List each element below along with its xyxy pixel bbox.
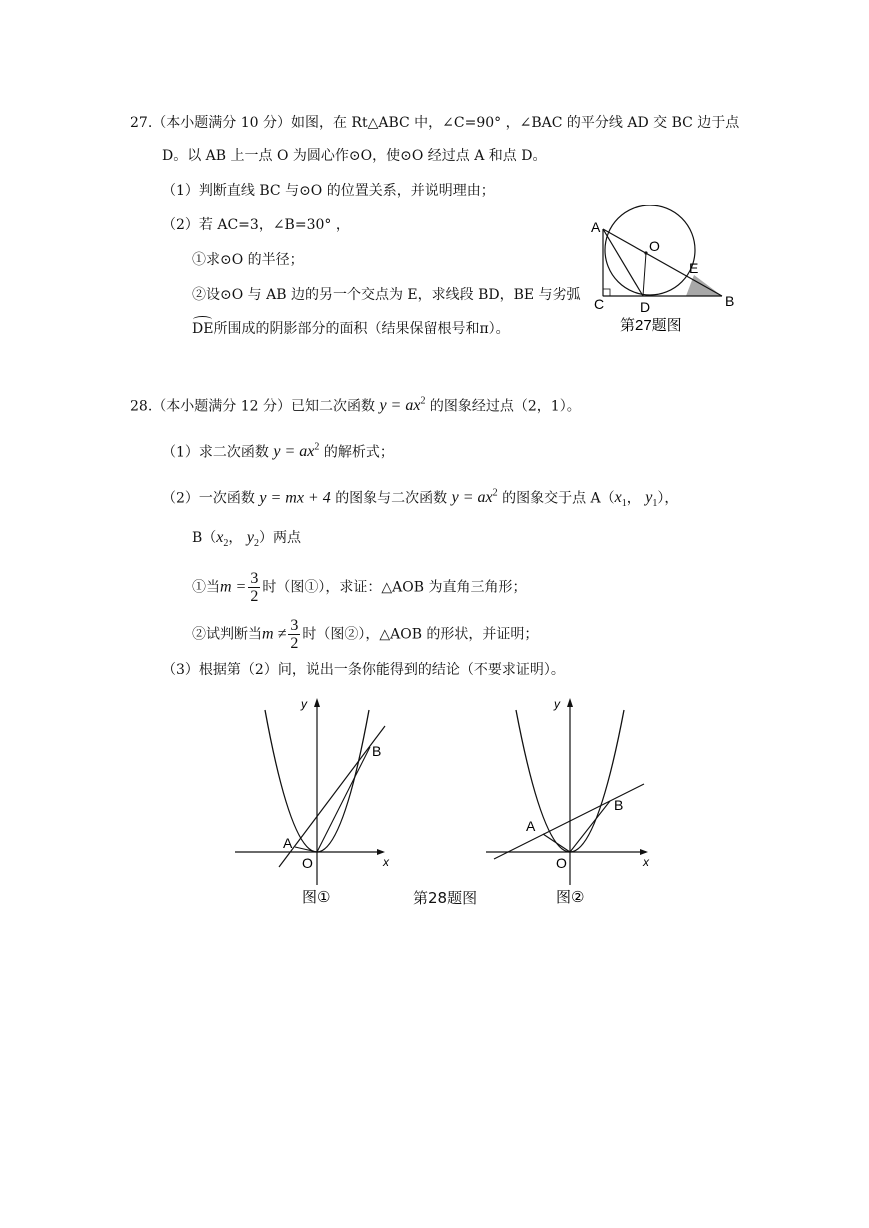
label-c: C — [594, 296, 605, 312]
subscript: 2 — [253, 538, 259, 550]
sep: ， — [626, 490, 641, 507]
label-x: x — [383, 855, 389, 869]
quad-func-text: y = ax — [451, 489, 493, 507]
label-a: A — [526, 818, 536, 834]
label-a: A — [283, 835, 293, 851]
q28-figure-caption: 第28题图 — [413, 889, 478, 907]
label-b: B — [725, 293, 735, 309]
segment-ob — [317, 747, 370, 852]
q28-stem-post: 的图象经过点（2，1）。 — [429, 398, 581, 415]
q28-part1-func — [273, 443, 319, 460]
x-var: x — [614, 489, 622, 507]
exponent: 2 — [420, 396, 426, 407]
q28-part2-mid: 的图象与二次函数 — [335, 490, 448, 507]
q28-part2-point-a: 的图象交于点 A（ — [502, 490, 615, 507]
m-not-equal: m ≠ — [262, 625, 287, 643]
q28-part2-end: ）， — [657, 490, 679, 507]
figure-caption: 第27题图 — [620, 317, 682, 334]
label-o: O — [302, 855, 313, 871]
q28-figure-1 — [225, 690, 405, 905]
x-var: x — [216, 529, 224, 546]
q28-sub1 — [192, 570, 526, 605]
quad-func-text: y = ax — [379, 397, 421, 415]
sep: ， — [228, 530, 243, 546]
q27-figure — [588, 205, 748, 340]
arc-de-label: DE — [192, 321, 214, 337]
segment-oa — [543, 834, 570, 852]
fig1-caption: 图① — [302, 889, 331, 905]
y1 — [645, 489, 658, 510]
linear-func: y = mx + 4 — [259, 489, 331, 507]
q27-sub2-cont — [192, 319, 510, 339]
denominator: 2 — [250, 588, 259, 605]
q27-part2: （2）若 AC=3，∠B=30° ， — [162, 217, 350, 233]
label-o: O — [556, 855, 567, 871]
label-y: y — [301, 697, 307, 711]
fraction-three-halves — [248, 570, 260, 605]
exponent: 2 — [492, 488, 498, 499]
q28-part3: （3）根据第（2）问，说出一条你能得到的结论（不要求证明）。 — [162, 662, 565, 678]
label-a: A — [591, 219, 601, 235]
q28-part2 — [162, 484, 678, 515]
q28-part1 — [162, 438, 394, 462]
q28-stem — [130, 392, 581, 416]
label-b: B — [614, 797, 624, 813]
label-x: x — [643, 855, 649, 869]
y-var: y — [246, 529, 254, 546]
segment-oa — [295, 847, 317, 852]
q28-stem-pre: 28.（本小题满分 12 分）已知二次函数 — [130, 398, 375, 415]
y-axis-arrow — [314, 698, 320, 707]
q28-part2-func — [452, 489, 498, 506]
subscript: 1 — [621, 498, 627, 510]
x1 — [614, 489, 627, 510]
line-ab — [494, 784, 644, 859]
q27-sub1: ①求⊙O 的半径； — [192, 252, 304, 268]
q28-part1-post: 的解析式； — [323, 444, 394, 461]
q27-stem-line2: D。以 AB 上一点 O 为圆心作⊙O，使⊙O 经过点 A 和点 D。 — [162, 148, 547, 164]
center-dot — [644, 251, 647, 254]
y2 — [246, 529, 259, 550]
quad-func-text: y = ax — [273, 443, 315, 461]
point-b-post: ）两点 — [258, 530, 301, 546]
numerator: 3 — [250, 570, 259, 587]
label-b: B — [372, 743, 382, 759]
label-d: D — [640, 299, 651, 315]
sub1-pre: ①当 — [192, 579, 220, 596]
m-equals: m = — [220, 578, 247, 596]
q27-sub2-cont-text: 所围成的阴影部分的面积（结果保留根号和π）。 — [213, 321, 510, 337]
line-ab — [279, 726, 385, 867]
fraction-three-halves — [288, 617, 300, 652]
y-var: y — [645, 489, 653, 507]
sub2-post: 时（图②），△AOB 的形状，并证明； — [302, 626, 539, 643]
q28-quad-func — [379, 397, 425, 414]
segment-ob — [570, 801, 610, 852]
fig2-caption: 图② — [556, 889, 585, 905]
label-o: O — [649, 238, 660, 254]
q28-sub2 — [192, 617, 538, 652]
label-e: E — [689, 260, 699, 276]
subscript: 2 — [223, 538, 229, 550]
exponent: 2 — [314, 442, 320, 453]
segment-od — [643, 253, 646, 296]
denominator: 2 — [290, 635, 299, 652]
side-ab — [603, 229, 722, 296]
point-b-pre: B（ — [192, 530, 217, 546]
q27-part1: （1）判断直线 BC 与⊙O 的位置关系，并说明理由； — [162, 183, 495, 199]
numerator: 3 — [290, 617, 299, 634]
x2 — [216, 529, 229, 550]
q27-sub2: ②设⊙O 与 AB 边的另一个交点为 E，求线段 BD，BE 与劣弧 — [192, 287, 581, 303]
label-y: y — [554, 697, 560, 711]
q28-part1-pre: （1）求二次函数 — [162, 444, 269, 461]
y-axis-arrow — [567, 698, 573, 707]
q28-part2-pre: （2）一次函数 — [162, 490, 255, 507]
subscript: 1 — [652, 498, 658, 510]
q28-figure-2 — [478, 690, 658, 905]
sub1-post: 时（图①），求证：△AOB 为直角三角形； — [262, 579, 527, 596]
sub2-pre: ②试判断当 — [192, 626, 262, 643]
q27-stem-line1: 27.（本小题满分 10 分）如图，在 Rt△ABC 中，∠C=90° ，∠BAC 的平分线 AD 交 BC 边于点 — [130, 115, 740, 131]
right-angle-mark — [603, 289, 610, 296]
q28-point-b — [192, 528, 301, 554]
